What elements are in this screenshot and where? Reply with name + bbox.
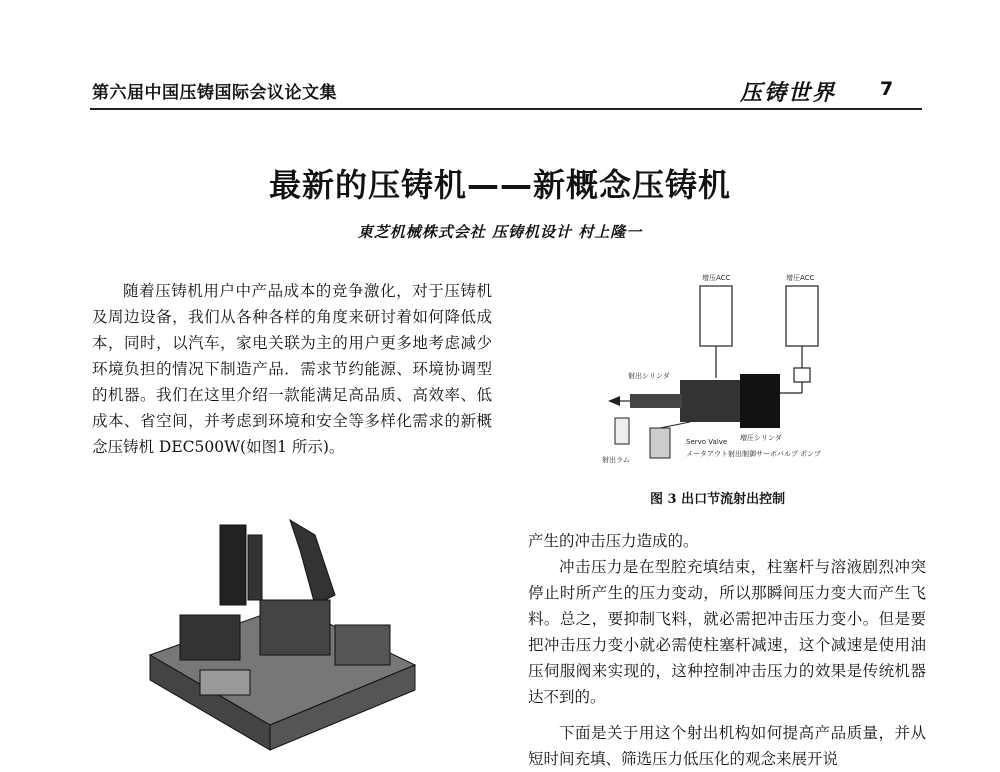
running-header-conference: 第六届中国压铸国际会议论文集: [92, 83, 337, 103]
label-acc2: 增圧ACC: [786, 274, 815, 282]
accumulator-right: [786, 286, 818, 346]
page-number: 7: [880, 78, 894, 100]
figure-1-machine-image: [140, 505, 420, 760]
servo-valve: [650, 428, 670, 458]
label-servo: Servo Valve: [686, 438, 728, 446]
label-ram: 射出ラム: [602, 456, 630, 464]
label-meter-out: メータアウト射出制御サーボバルブ: [686, 450, 798, 458]
body-paragraph-2: 冲击压力是在型腔充填结束，柱塞杆与溶液剧烈冲突停止时所产生的压力变动，所以那瞬间压力变大而产生飞料。总之，要抑制飞料，就必需把冲击压力变小。但是要把冲击压力变小就必需使柱塞杆减速，这个减速是使用油压伺服阀来实现的，这种控制冲击压力的效果是传统机器达不到的。: [528, 558, 926, 706]
label-acc1: 增压ACC: [702, 274, 731, 282]
injection-ram: [630, 394, 682, 408]
author-line: 東芝机械株式会社 压铸机设计 村上隆一: [357, 223, 643, 241]
accumulator-left: [700, 286, 732, 346]
figure-3-caption: 图 3 出口节流射出控制: [650, 492, 786, 507]
figure-3-diagram: [590, 268, 850, 478]
body-paragraph-1: 产生的冲击压力造成的。: [528, 532, 699, 550]
label-cylinder: 射出シリンダ: [628, 372, 670, 380]
label-booster: 増圧シリンダ: [740, 434, 782, 442]
body-paragraph-3: 下面是关于用这个射出机构如何提高产品质量，并从短时间充填、筛选压力低压化的观念来展开说: [528, 724, 926, 768]
paper-title: 最新的压铸机——新概念压铸机: [268, 166, 731, 204]
intro-paragraph: 随着压铸机用户中产品成本的竞争激化，对于压铸机及周边设备，我们从各种各样的角度来研讨着如何降低成本，同时，以汽车，家电关联为主的用户更多地考虑减少环境负担的情况下制造产品．需求节约能源、环境协调型的机器。我们在这里介绍一款能满足高品质、高效率、低成本、省空间，并考虑到环境和安全等多样化需求的新概念压铸机 DEC500W(如图1 所示)。: [92, 282, 492, 456]
label-pump: ポンプ: [800, 450, 821, 458]
running-header-journal: 压铸世界: [740, 80, 837, 106]
header-rule: [90, 108, 922, 110]
